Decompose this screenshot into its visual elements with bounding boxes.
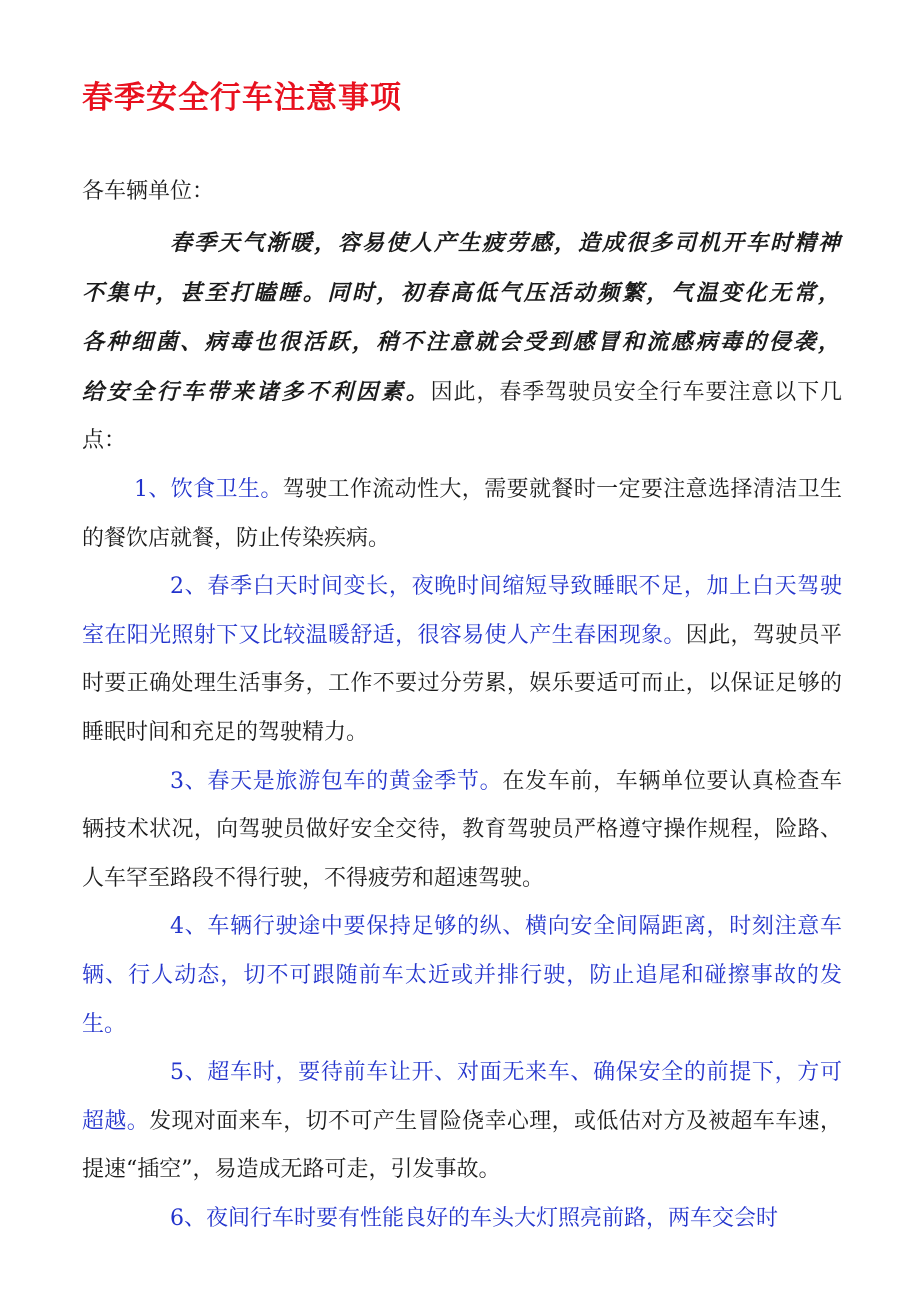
item-2-highlight: 2、春季白天时间变长，夜晚时间缩短导致睡眠不足，加上白天驾驶室在阳光照射下又比较温暖舒适，很容易使人产生春困现象。 (82, 574, 842, 648)
item-3-highlight: 3、春天是旅游包车的黄金季节。 (170, 768, 503, 794)
salutation: 各车辆单位： (82, 179, 215, 204)
item-4-highlight: 4、车辆行驶途中要保持足够的纵、横向安全间隔距离，时刻注意车辆、行人动态，切不可跟随前车太近或并排行驶，防止追尾和碰擦事故的发生。 (82, 914, 842, 1037)
intro-emphasis-text: 春季天气渐暖，容易使人产生疲劳感，造成很多司机开车时精神不集中，甚至打瞌睡。同时，初春高低气压活动频繁，气温变化无常，各种细菌、病毒也很活跃，稍不注意就会受到感冒和流感病毒的侵袭，给安全行车带来诸多不利因素。 (82, 230, 843, 405)
item-6-paragraph (82, 1195, 842, 1244)
item-2-paragraph (82, 563, 842, 757)
item-1-highlight: 1、饮食卫生。 (134, 476, 283, 502)
item-3-paragraph (82, 758, 842, 904)
item-5-paragraph (82, 1049, 842, 1195)
item-5-text: 发现对面来车，切不可产生冒险侥幸心理，或低估对方及被超车车速，提速“插空”，易造成无路可走，引发事故。 (82, 1108, 842, 1183)
item-2-text: 因此，驾驶员平时要正确处理生活事务，工作不要过分劳累，娱乐要适可而止，以保证足够的睡眠时间和充足的驾驶精力。 (82, 622, 842, 745)
item-5-highlight: 5、超车时，要待前车让开、对面无来车、确保安全的前提下，方可超越。 (82, 1060, 842, 1134)
intro-paragraph (82, 219, 842, 466)
item-3-text: 在发车前，车辆单位要认真检查车辆技术状况，向驾驶员做好安全交待，教育驾驶员严格遵守操作规程，险路、人车罕至路段不得行驶，不得疲劳和超速驾驶。 (82, 768, 842, 891)
item-6-highlight: 6、夜间行车时要有性能良好的车头大灯照亮前路，两车交会时 (170, 1205, 778, 1231)
document-body (82, 219, 842, 1243)
page-title: 春季安全行车注意事项 (82, 80, 402, 116)
item-1-text: 驾驶工作流动性大，需要就餐时一定要注意选择清洁卫生的餐饮店就餐，防止传染疾病。 (82, 476, 842, 551)
item-1-paragraph (82, 466, 842, 563)
intro-normal-text: 因此，春季驾驶员安全行车要注意以下几点： (82, 379, 842, 454)
item-4-paragraph (82, 903, 842, 1049)
